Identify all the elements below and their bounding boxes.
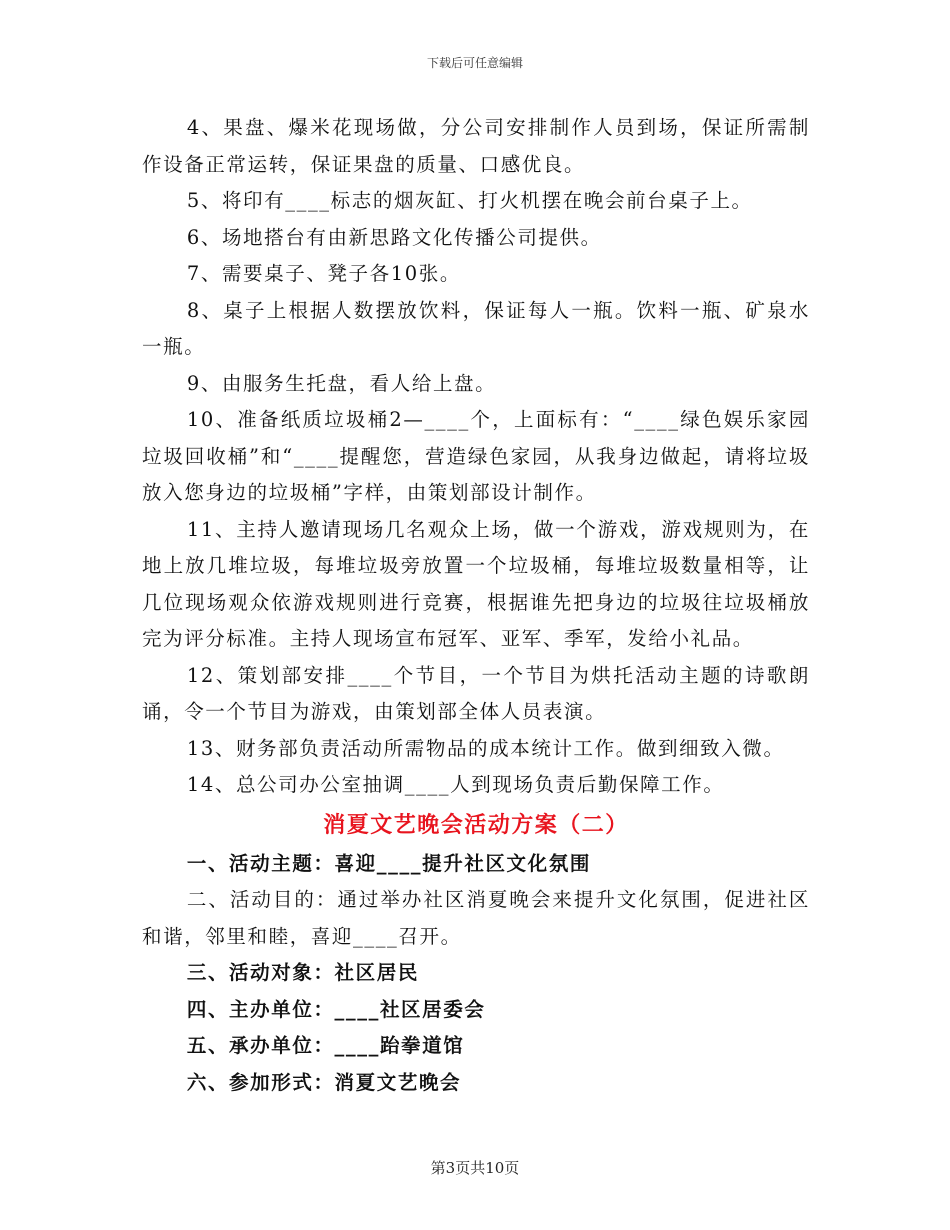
paragraph-item-7: 7、需要桌子、凳子各10张。 [186, 262, 461, 285]
section-item-purpose: 二、活动目的：通过举办社区消夏晚会来提升文化氛围，促进社区和谐，邻里和睦，喜迎____召开。 [142, 888, 810, 948]
paragraph-item-10: 10、准备纸质垃圾桶2—____个，上面标有：“____绿色娱乐家园垃圾回收桶”和“____提醒您，营造绿色家园，从我身边做起，请将垃圾放入您身边的垃圾桶”字样，由策划部设计制作。 [142, 408, 810, 504]
paragraph-item-13: 13、财务部负责活动所需物品的成本统计工作。做到细致入微。 [186, 736, 785, 760]
paragraph-item-9: 9、由服务生托盘，看人给上盘。 [186, 371, 497, 395]
paragraph-item-14: 14、总公司办公室抽调____人到现场负责后勤保障工作。 [186, 773, 725, 796]
section-title: 消夏文艺晚会活动方案（二） [323, 811, 629, 838]
paragraph-item-4: 4、果盘、爆米花现场做，分公司安排制作人员到场，保证所需制作设备正常运转，保证果盘的质量、口感优良。 [142, 116, 810, 176]
paragraph-item-8: 8、桌子上根据人数摆放饮料，保证每人一瓶。饮料一瓶、矿泉水一瓶。 [142, 298, 810, 358]
page-footer: 第3页共10页 [430, 1159, 520, 1177]
document-body [142, 110, 810, 1101]
paragraph-item-5: 5、将印有____标志的烟灰缸、打火机摆在晚会前台桌子上。 [186, 189, 753, 212]
section-item-audience: 三、活动对象：社区居民 [186, 961, 419, 984]
section-item-format: 六、参加形式：消夏文艺晚会 [186, 1070, 462, 1094]
section-item-theme: 一、活动主题：喜迎____提升社区文化氛围 [186, 851, 591, 875]
page-header: 下载后可任意编辑 [426, 56, 523, 70]
section-item-host: 五、承办单位：____跆拳道馆 [186, 1034, 465, 1057]
section-item-organizer: 四、主办单位：____社区居委会 [186, 997, 486, 1021]
paragraph-item-11: 11、主持人邀请现场几名观众上场，做一个游戏，游戏规则为，在地上放几堆垃圾，每堆垃圾旁放置一个垃圾桶，每堆垃圾数量相等，让几位现场观众依游戏规则进行竞赛，根据谁先把身边的垃圾往垃圾桶放完为评分标准。主持人现场宣布冠军、亚军、季军，发给小礼品。 [142, 517, 810, 650]
paragraph-item-12: 12、策划部安排____个节目，一个节目为烘托活动主题的诗歌朗诵，令一个节目为游戏，由策划部全体人员表演。 [142, 663, 810, 723]
paragraph-item-6: 6、场地搭台有由新思路文化传播公司提供。 [186, 225, 602, 249]
